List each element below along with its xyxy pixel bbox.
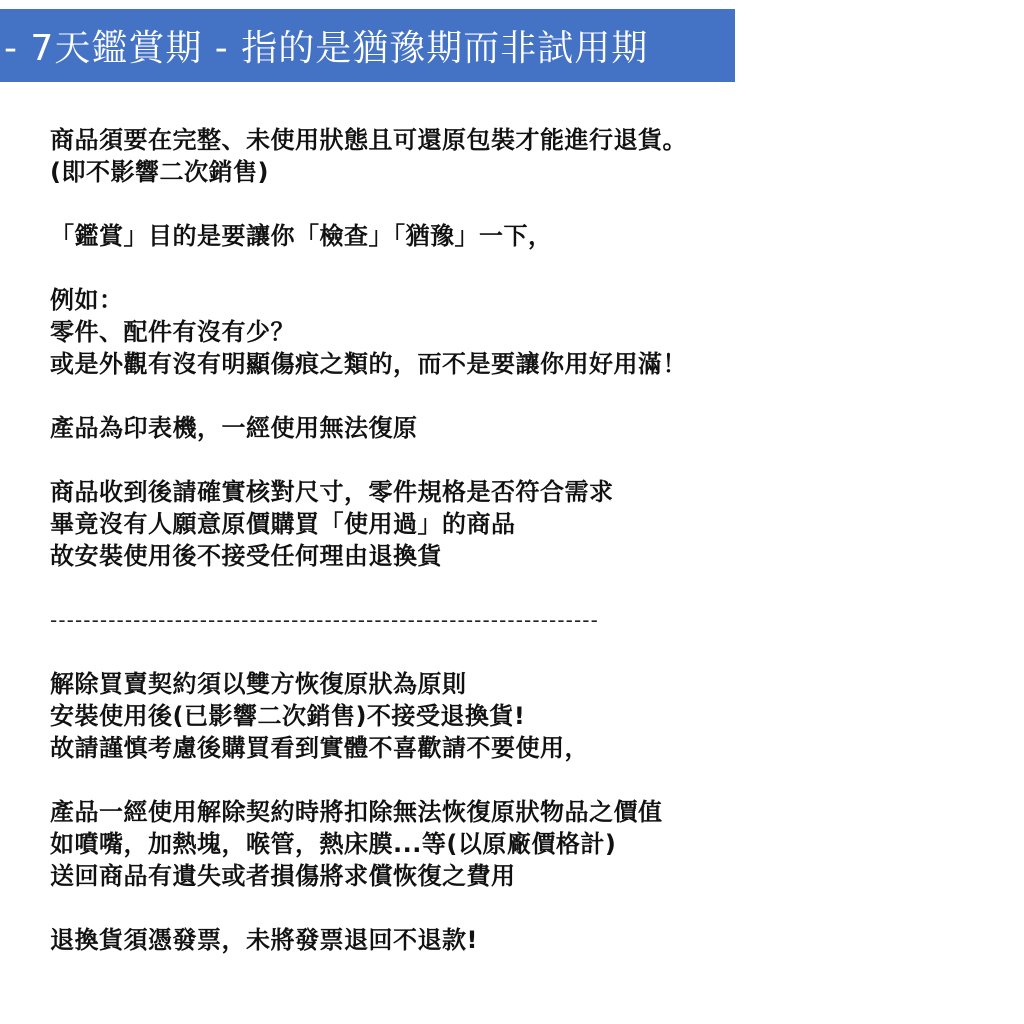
- example-appearance-line: 或是外觀有沒有明顯傷痕之類的，而不是要讓你用好用滿！: [50, 350, 687, 378]
- dashed-divider: ------------------------------------------------------------------: [50, 608, 599, 632]
- spacer: [50, 252, 990, 284]
- example-parts-line: 零件、配件有沒有少？: [50, 318, 295, 346]
- resale-note-line: (即不影響二次銷售): [50, 158, 269, 186]
- title-banner: [0, 9, 735, 82]
- deduct-value-line: 產品一經使用解除契約時將扣除無法恢復原狀物品之價值: [50, 798, 663, 826]
- used-goods-line: 畢竟沒有人願意原價購買「使用過」的商品: [50, 510, 516, 538]
- spacer: [50, 188, 990, 220]
- product-printer-line: 產品為印表機，一經使用無法復原: [50, 414, 418, 442]
- consider-carefully-line: 故請謹慎考慮後購買看到實體不喜歡請不要使用，: [50, 734, 589, 762]
- spacer: [50, 380, 990, 412]
- spacer: [50, 764, 990, 796]
- parts-examples-line: 如噴嘴，加熱塊，喉管，熱床膜...等(以原廠價格計): [50, 830, 617, 858]
- no-return-after-install-line: 故安裝使用後不接受任何理由退換貨: [50, 542, 442, 570]
- check-size-line: 商品收到後請確實核對尺寸，零件規格是否符合需求: [50, 478, 614, 506]
- spacer: [50, 892, 990, 924]
- example-heading: 例如：: [50, 286, 124, 314]
- policy-body: [50, 124, 990, 956]
- invoice-required-line: 退換貨須憑發票，未將發票退回不退款!: [50, 926, 478, 954]
- contract-principle-line: 解除買賣契約須以雙方恢復原狀為原則: [50, 670, 467, 698]
- spacer: [50, 636, 990, 668]
- spacer: [50, 444, 990, 476]
- install-no-return-line: 安裝使用後(已影響二次銷售)不接受退換貨!: [50, 702, 526, 730]
- condition-line: 商品須要在完整、未使用狀態且可還原包裝才能進行退貨。: [50, 126, 687, 154]
- spacer: [50, 572, 990, 604]
- damage-claim-line: 送回商品有遺失或者損傷將求償恢復之費用: [50, 862, 516, 890]
- page-title: - 7天鑑賞期 - 指的是猶豫期而非試用期: [4, 28, 649, 69]
- appraisal-purpose-line: 「鑑賞」目的是要讓你「檢查」「猶豫」一下，: [50, 222, 553, 250]
